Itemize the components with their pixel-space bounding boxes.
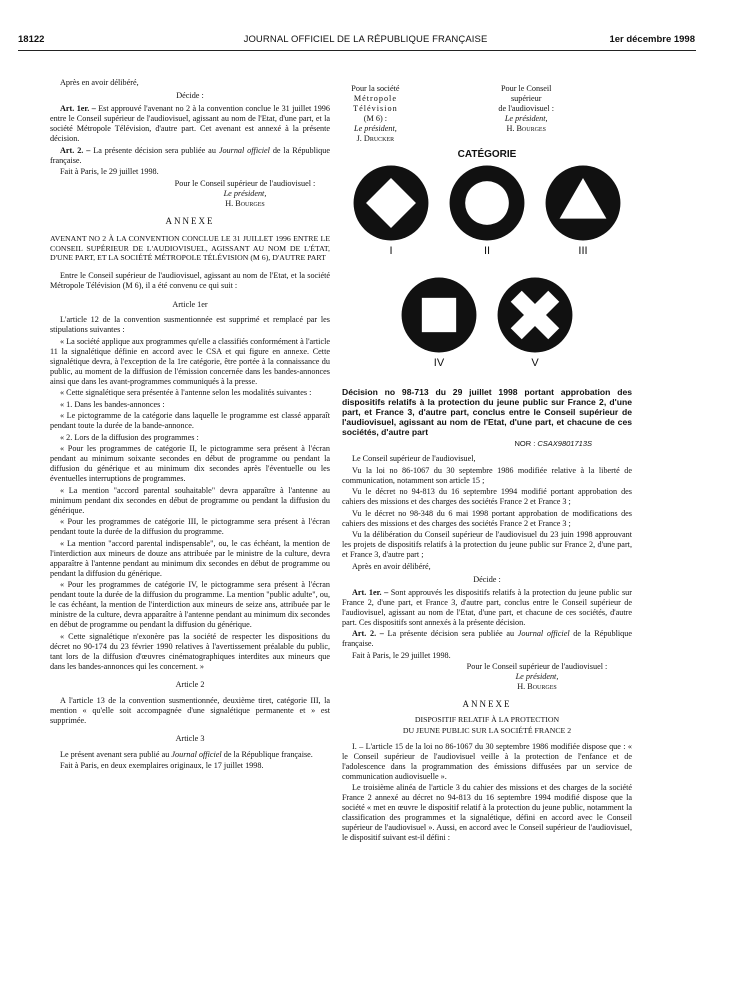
a1-paragraph: « Le pictogramme de la catégorie dans laquelle le programme est classé apparaît pendant toute la durée de la bande-annonce. <box>50 411 330 430</box>
sig-csa-line: H. Bourges <box>506 124 546 133</box>
dispositif-paragraph: Le troisième alinéa de l'article 3 du cahier des missions et des charges de la société France 2 annexé au décret no 94-813 du 16 septembre 1994 modifié dispose que la société « met en œuvre le dispositif relatif à la protection du jeune public, notamment la classification des programmes et la signalétique, défini en accord avec le Conseil supérieur de l'audiovisuel ». Aussi, en accord avec le Conseil supérieur de l'audiovisuel, le dispositif suivant est-il défini : <box>342 783 632 842</box>
article-2-heading: Article 2 <box>175 680 205 689</box>
signature-m6 <box>342 84 481 144</box>
a1-paragraph: « Cette signalétique n'exonère pas la société de respecter les dispositions du décret no 90-174 du 23 février 1990 relatives à l'avertissement préalable du public, tant lors de la diffusion d'œuvres cinématographiques interdites aux mineurs que dans les bandes-annonces qui les concernent. » <box>50 631 330 671</box>
art2-right-jo: Journal officiel <box>517 629 570 638</box>
fait-right: Fait à Paris, le 29 juillet 1998. <box>352 650 451 660</box>
dispositif-paragraph: I. – L'article 15 de la loi no 86-1067 du 30 septembre 1986 modifiée dispose que : « le Conseil supérieur de l'audiovisuel veille à la protection de l'enfance et de l'adolescence dans la programmation des émissions diffusées par un service de communication audiovisuelle ». <box>342 741 632 781</box>
page-number: 18122 <box>18 34 45 45</box>
signature-csa <box>493 84 632 144</box>
fait-a-paris: Fait à Paris, le 29 juillet 1998. <box>60 167 159 176</box>
a1-paragraph: « 1. Dans les bandes-annonces : <box>60 399 165 409</box>
article-3-heading: Article 3 <box>175 734 205 743</box>
a1-paragraph: « Pour les programmes de catégorie III, le pictogramme sera présent à l'écran pendant toute la durée de la diffusion du programme. <box>50 517 330 536</box>
art1-label: Art. 1er. – <box>60 104 96 113</box>
category-label: II <box>483 245 491 257</box>
visa-paragraph: Le Conseil supérieur de l'audiovisuel, <box>352 454 476 463</box>
sig-csa-line: Pour le Conseil supérieur <box>500 84 552 103</box>
nor-label: NOR : <box>514 438 538 448</box>
pictogram-triangle-icon <box>544 164 622 242</box>
signature-block-right <box>442 662 632 692</box>
sig-m6-line: Pour la société <box>351 84 400 93</box>
pictogram-square-icon <box>400 276 478 354</box>
dual-signature <box>342 84 632 144</box>
category-label: V <box>531 357 539 369</box>
a1-paragraph: L'article 12 de la convention susmentionnée est supprimé et remplacé par les stipulations suivantes : <box>50 315 330 334</box>
deliberation: Après en avoir délibéré, <box>60 78 139 87</box>
avenant-title: AVENANT NO 2 À LA CONVENTION CONCLUE LE 31 JUILLET 1996 ENTRE LE CONSEIL SUPÉRIEUR DE L'AUDIOVISUEL, AGISSANT AU NOM DE L'ÉTAT, D'UNE PART, ET LA SOCIÉTÉ MÉTROPOLE TÉLÉVISION (M 6), D'AUTRE PART <box>50 234 330 262</box>
nor-reference <box>342 439 592 449</box>
signature-line-1: Pour le Conseil supérieur de l'audiovisuel : <box>174 178 316 188</box>
signature-block <box>160 179 330 209</box>
a1-paragraph: « Cette signalétique sera présentée à l'antenne selon les modalités suivantes : <box>60 388 312 397</box>
categorie-heading: CATÉGORIE <box>457 149 517 160</box>
category-label: III <box>578 245 588 257</box>
article-2-decision <box>50 146 330 166</box>
category-label: I <box>389 245 393 257</box>
art2-right-pre: La présente décision sera publiée au <box>383 629 518 638</box>
a3-pre: Le présent avenant sera publié au <box>60 749 172 759</box>
signature-right-line-2: Le président, <box>515 672 559 681</box>
signature-right-line-1: Pour le Conseil supérieur de l'audiovisuel : <box>466 662 608 671</box>
right-column <box>342 84 632 845</box>
signature-line-2: Le président, <box>223 188 267 198</box>
left-column <box>50 78 330 773</box>
annexe-heading: ANNEXE <box>165 215 215 226</box>
a3-fait: Fait à Paris, en deux exemplaires originaux, le 17 juillet 1998. <box>60 761 264 770</box>
decide-heading-right: Décide : <box>473 574 501 584</box>
a1-paragraph: « La mention "accord parental souhaitable" devra apparaître à l'antenne au minimum pendant dix secondes en début de programme ou pendant la diffusion du générique. <box>50 485 330 515</box>
visa-paragraph: Vu la délibération du Conseil supérieur de l'audiovisuel du 23 juin 1998 approuvant les projets de dispositifs relatifs à la protection du jeune public sur France 2, d'une part, et France 3, d'autre part ; <box>342 530 632 559</box>
art2-post: de la République française. <box>50 145 330 165</box>
signature-line-3: H. Bourges <box>225 198 265 208</box>
a1-paragraph: « 2. Lors de la diffusion des programmes : <box>60 432 199 442</box>
visa-paragraph: Vu le décret no 98-348 du 6 mai 1998 portant approbation de modifications des cahiers des missions et des charges des sociétés France 2 et France 3 ; <box>342 508 632 528</box>
visa-paragraph: Vu le décret no 94-813 du 16 septembre 1994 modifié portant approbation des cahiers des missions et des charges des sociétés France 2 et France 3 ; <box>342 487 632 506</box>
decide-heading: Décide : <box>176 91 204 100</box>
a3-post: de la République française. <box>221 749 313 759</box>
art1-right-label: Art. 1er. – <box>352 587 389 597</box>
sig-m6-line: Métropole Télévision <box>353 94 398 113</box>
issue-date: 1er décembre 1998 <box>609 34 695 45</box>
art2-jo: Journal officiel <box>218 145 270 155</box>
page-header <box>0 34 731 48</box>
art1-text: Est approuvé l'avenant no 2 à la convention conclue le 31 juillet 1996 entre le Conseil supérieur de l'audiovisuel, agissant au nom de l'Etat, d'une part, et la société Métropole Télévision, d'autre part. Cet avenant est annexé à la présente décision. <box>50 104 330 143</box>
annexe-heading-right: ANNEXE <box>462 699 512 709</box>
a1-paragraph: « Pour les programmes de catégorie II, le pictogramme sera présent à l'écran pendant au minimum soixante secondes en début de programme ou pendant la diffusion du générique et au minimum dix secondes après l'éventuelle ou les éventuelles interruptions de programmes. <box>50 444 330 483</box>
journal-title: JOURNAL OFFICIEL DE LA RÉPUBLIQUE FRANÇAISE <box>243 34 488 45</box>
signature-right-line-3: H. Bourges <box>517 682 557 691</box>
article-1-decision <box>50 104 330 144</box>
visa-paragraph: Après en avoir délibéré, <box>352 561 431 571</box>
a1-paragraph: « La société applique aux programmes qu'elle a classifiés conformément à l'article 11 la signalétique définie en accord avec le CSA et qui figure en annexe. Cette signalétique devra, à l'exception de la 1re catégorie, être portée à la connaissance du public, au moment de la diffusion de l'émission concernée dans les bandes-annonces ainsi que dans les avant-programmes communiqués à la presse. <box>50 336 330 386</box>
nor-code: CSAX9801713S <box>537 438 592 448</box>
decision-title: Décision no 98-713 du 29 juillet 1998 portant approbation des dispositifs relatifs à la protection du jeune public sur France 2, d'une part, et France 3, d'autre part, conclus entre le Conseil supérieur de l'audiovisuel, agissant au nom de l'Etat, d'une part, et chacune de ces sociétés, d'autre part <box>342 387 632 437</box>
art1-right-text: Sont approuvés les dispositifs relatifs à la protection du jeune public sur France 2, d'une part, et France 3, d'autre part, conclus entre le Conseil supérieur de l'audiovisuel, agissant au nom de l'Etat, d'une part, et chacune de ces sociétés, d'autre part. Ces dispositifs sont annexés à la présente décision. <box>342 587 632 627</box>
category-label: IV <box>433 357 445 369</box>
pictogram-diamond-icon <box>352 164 430 242</box>
a1-paragraph: « La mention "accord parental indispensable", ou, le cas échéant, la mention de l'interdiction aux mineurs de douze ans attribuée par le ministre de la culture, devra apparaître à l'antenne pendant au minimum dix secondes en début de programme ou pendant la diffusion du générique. <box>50 538 330 578</box>
a1-paragraph: « Pour les programmes de catégorie IV, le pictogramme sera présent à l'écran pendant toute la durée de la diffusion du programme. La mention "public adulte", ou, le cas échéant, la mention de l'interdiction aux mineurs de seize ans, attribuée par le ministre de la culture, devra apparaître à l'antenne pendant au minimum dix secondes en début de programme ou pendant la diffusion du générique. <box>50 580 330 629</box>
pictogram-cross-icon <box>496 276 574 354</box>
a2-paragraph: A l'article 13 de la convention susmentionnée, deuxième tiret, catégorie III, la mention « qu'elle soit accompagnée d'une signalétique permanente et » est supprimée. <box>50 695 330 725</box>
pictogram-circle-icon <box>448 164 526 242</box>
art2-pre: La présente décision sera publiée au <box>90 145 219 155</box>
article-1-heading: Article 1er <box>172 299 208 309</box>
art2-label: Art. 2. – <box>60 145 91 155</box>
header-rule <box>18 50 696 51</box>
art2-right-label: Art. 2. – <box>352 629 384 638</box>
sig-csa-line: de l'audiovisuel : <box>498 104 554 113</box>
intro-paragraph: Entre le Conseil supérieur de l'audiovisuel, agissant au nom de l'Etat, et la société Métropole Télévision (M 6), il a été convenu ce qui suit : <box>50 271 330 290</box>
art2-right-post: de la République française. <box>342 629 632 648</box>
pictogram-grid <box>342 164 632 389</box>
dispositif-title-2: DU JEUNE PUBLIC SUR LA SOCIÉTÉ FRANCE 2 <box>402 726 572 735</box>
sig-m6-line: Le président, <box>354 124 397 133</box>
article-2-right <box>342 629 632 649</box>
a3-paragraph <box>50 750 330 760</box>
a3-jo: Journal officiel <box>171 749 222 759</box>
sig-csa-line: Le président, <box>504 114 548 123</box>
sig-m6-line: (M 6) : <box>363 114 387 123</box>
dispositif-title-1: DISPOSITIF RELATIF À LA PROTECTION <box>414 714 560 724</box>
sig-m6-line: J. Drucker <box>356 134 395 143</box>
article-1-right <box>342 588 632 628</box>
visa-paragraph: Vu la loi no 86-1067 du 30 septembre 1986 modifiée relative à la liberté de communication, notamment son article 15 ; <box>342 465 632 485</box>
